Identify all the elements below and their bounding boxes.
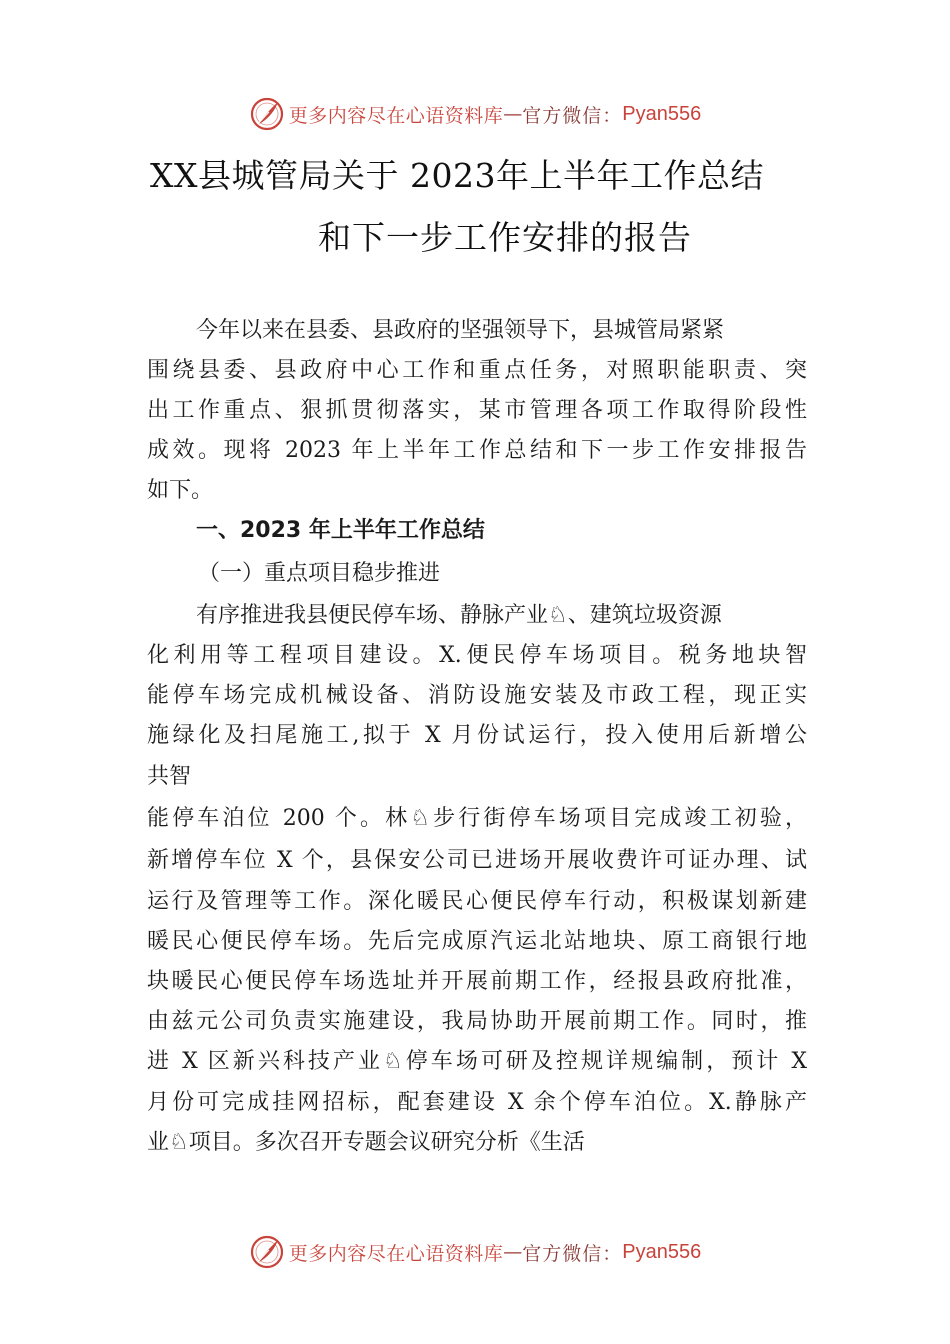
body-line: 暖民心便民停车场。先后完成原汽运北站地块、原工商银行地: [147, 929, 807, 954]
body-line: 成效。现将 2023 年上半年工作总结和下一步工作安排报告: [147, 438, 807, 463]
body-line: 能停车场完成机械设备、消防设施安装及市政工程，现正实: [147, 683, 807, 708]
body-line: 业♘项目。多次召开专题会议研究分析《生活: [147, 1130, 585, 1155]
quill-logo-icon: [249, 96, 285, 132]
body-line: 进 X 区新兴科技产业♘停车场可研及控规详规编制，预计 X: [147, 1049, 807, 1074]
body-line: 运行及管理等工作。深化暖民心便民停车行动，积极谋划新建: [147, 889, 807, 914]
section-heading-1: 一、2023 年上半年工作总结: [196, 518, 485, 543]
bottom-watermark-banner: [0, 1232, 950, 1272]
body-line: 共智: [147, 764, 192, 789]
watermark-separator: —: [503, 103, 523, 125]
body-line: 施绿化及扫尾施工,拟于 X 月份试运行，投入使用后新增公: [147, 723, 807, 748]
body-line: 出工作重点、狠抓贯彻落实，某市管理各项工作取得阶段性: [147, 398, 807, 423]
document-title-line-2: 和下一步工作安排的报告: [318, 218, 692, 257]
watermark-wechat-id: Pyan556: [622, 102, 702, 125]
watermark-site-text: 更多内容尽在心语资料库: [288, 104, 504, 127]
body-line: 化利用等工程项目建设。X.便民停车场项目。税务地块智: [147, 643, 807, 668]
watermark-separator: —: [503, 1241, 523, 1263]
watermark-wechat-id: Pyan556: [622, 1240, 702, 1263]
top-watermark-banner: [0, 94, 950, 134]
body-line: 块暖民心便民停车场选址并开展前期工作，经报县政府批准，: [147, 969, 807, 994]
watermark-site-text: 更多内容尽在心语资料库: [288, 1242, 504, 1265]
body-line: 如下。: [147, 478, 214, 503]
watermark-wechat-label: 官方微信：: [522, 104, 623, 127]
watermark-wechat-label: 官方微信：: [522, 1242, 623, 1265]
body-line: 围绕县委、县政府中心工作和重点任务，对照职能职责、突: [147, 358, 807, 383]
body-line: 能停车泊位 200 个。林♘步行街停车场项目完成竣工初验，: [147, 806, 807, 831]
body-line: 新增停车位 X 个，县保安公司已进场开展收费许可证办理、试: [147, 848, 807, 873]
body-line: 有序推进我县便民停车场、静脉产业♘、建筑垃圾资源: [196, 603, 722, 628]
subsection-heading-1: （一）重点项目稳步推进: [198, 561, 441, 586]
document-title-line-1: XX县城管局关于 2023年上半年工作总结: [150, 156, 764, 195]
body-line: 今年以来在县委、县政府的坚强领导下，县城管局紧紧: [196, 318, 725, 343]
body-line: 月份可完成挂网招标，配套建设 X 余个停车泊位。X.静脉产: [147, 1090, 807, 1115]
body-line: 由兹元公司负责实施建设，我局协助开展前期工作。同时，推: [147, 1009, 807, 1034]
quill-logo-icon: [249, 1234, 285, 1270]
